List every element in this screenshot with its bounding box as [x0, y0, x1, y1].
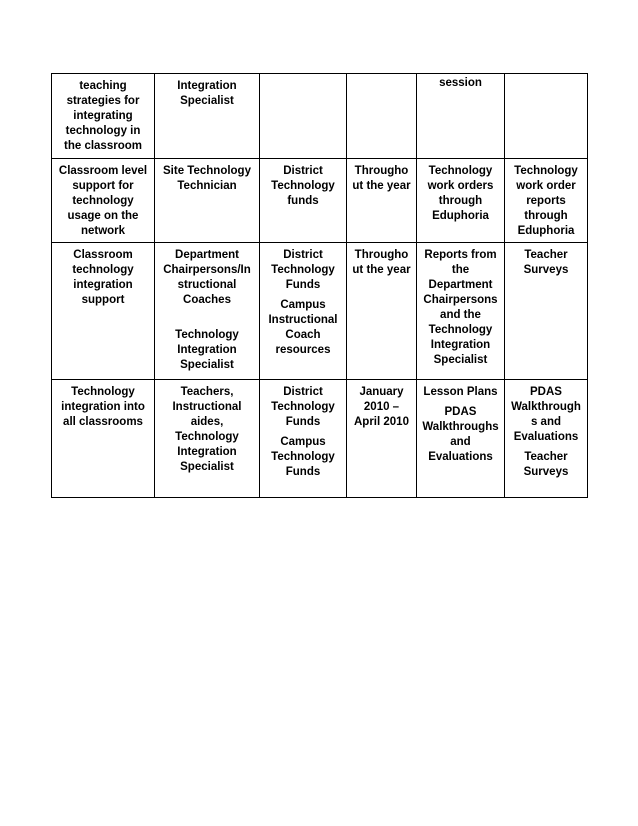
table-cell-responsible: Site Technology Technician	[155, 159, 260, 243]
action-plan-table	[51, 73, 588, 498]
table-cell-resources: District Technology funds	[260, 159, 347, 243]
table-cell-documentation: Lesson Plans PDAS Walkthroughs and Evaluations	[417, 380, 505, 498]
table-row	[52, 243, 588, 380]
table-cell-resources: District Technology Funds Campus Instructional Coach resources	[260, 243, 347, 380]
table-cell-documentation: Reports from the Department Chairpersons and the Technology Integration Specialist	[417, 243, 505, 380]
table-cell-strategy: Classroom level support for technology usage on the network	[52, 159, 155, 243]
table-cell-timeline	[347, 74, 417, 159]
table-cell-evaluation: Technology work order reports through Eduphoria	[505, 159, 588, 243]
table-row	[52, 74, 588, 159]
table-cell-documentation: Technology work orders through Eduphoria	[417, 159, 505, 243]
table-cell-resources: District Technology Funds Campus Technology Funds	[260, 380, 347, 498]
table-cell-timeline: January 2010 – April 2010	[347, 380, 417, 498]
table-cell-evaluation: PDAS Walkthrough s and Evaluations Teacher Surveys	[505, 380, 588, 498]
table-cell-evaluation	[505, 74, 588, 159]
table-cell-strategy: Classroom technology integration support	[52, 243, 155, 380]
table-cell-timeline: Througho ut the year	[347, 243, 417, 380]
table-cell-resources	[260, 74, 347, 159]
table-cell-responsible: Teachers, Instructional aides, Technology Integration Specialist	[155, 380, 260, 498]
table-cell-timeline: Througho ut the year	[347, 159, 417, 243]
table-row	[52, 159, 588, 243]
table-cell-documentation: session	[417, 74, 505, 159]
table-cell-strategy: teaching strategies for integrating technology in the classroom	[52, 74, 155, 159]
table-cell-strategy: Technology integration into all classrooms	[52, 380, 155, 498]
table-row	[52, 380, 588, 498]
table-cell-responsible: Integration Specialist	[155, 74, 260, 159]
table-cell-responsible: Department Chairpersons/In structional Coaches Technology Integration Specialist	[155, 243, 260, 380]
table-cell-evaluation: Teacher Surveys	[505, 243, 588, 380]
